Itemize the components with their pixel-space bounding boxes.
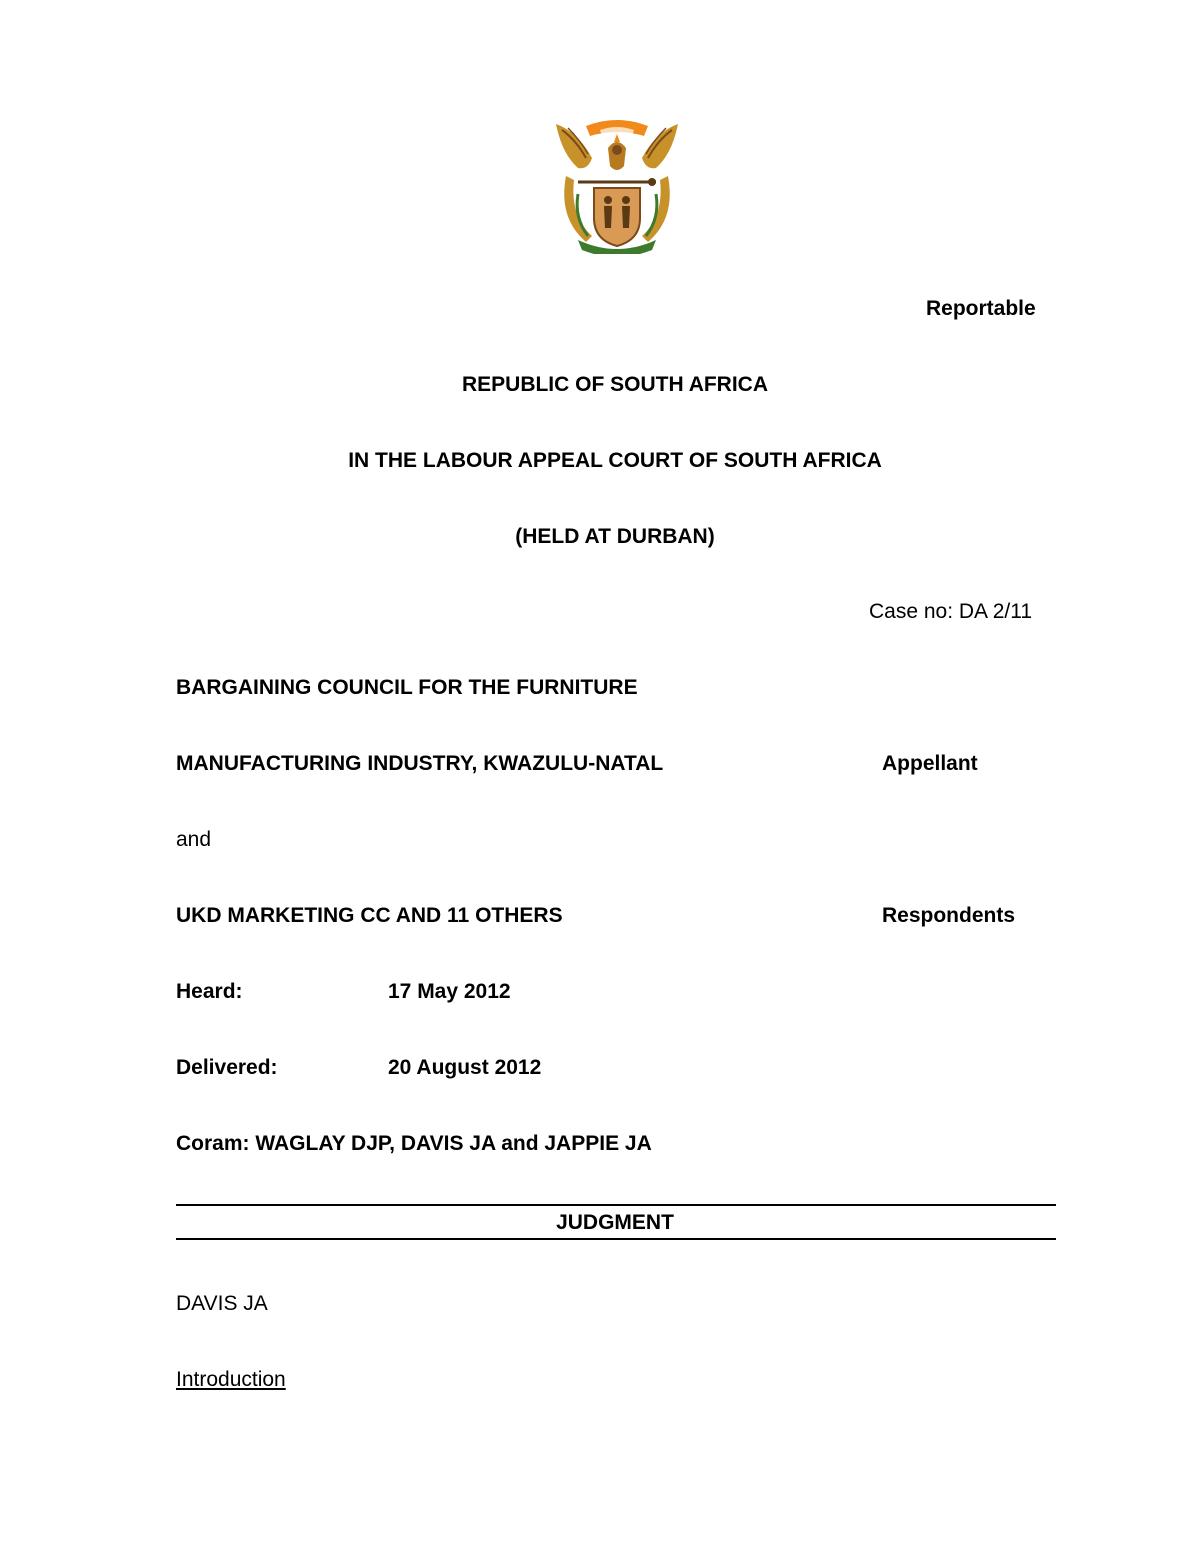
coat-of-arms-emblem xyxy=(548,118,686,254)
coram-line: Coram: WAGLAY DJP, DAVIS JA and JAPPIE JA xyxy=(176,1132,652,1155)
respondent-name: UKD MARKETING CC AND 11 OTHERS xyxy=(176,904,563,927)
appellant-name-line2: MANUFACTURING INDUSTRY, KWAZULU-NATAL xyxy=(176,752,664,775)
held-at-heading: (HELD AT DURBAN) xyxy=(515,525,715,548)
section-heading-introduction: Introduction xyxy=(176,1368,286,1391)
heard-label: Heard: xyxy=(176,980,243,1003)
court-heading: IN THE LABOUR APPEAL COURT OF SOUTH AFRICA xyxy=(348,449,882,472)
appellant-role: Appellant xyxy=(882,752,978,775)
judgment-heading: JUDGMENT xyxy=(556,1211,674,1234)
republic-heading: REPUBLIC OF SOUTH AFRICA xyxy=(461,373,769,396)
appellant-name-line1: BARGAINING COUNCIL FOR THE FURNITURE xyxy=(176,676,638,699)
delivered-label: Delivered: xyxy=(176,1056,278,1079)
judgment-bottom-rule xyxy=(176,1238,1056,1240)
case-number: Case no: DA 2/11 xyxy=(869,600,1033,623)
heard-date: 17 May 2012 xyxy=(388,980,511,1003)
reportable-label: Reportable xyxy=(926,297,1036,320)
delivered-date: 20 August 2012 xyxy=(388,1056,542,1079)
judgment-author: DAVIS JA xyxy=(176,1292,268,1315)
respondent-role: Respondents xyxy=(882,904,1016,927)
and-conjunction: and xyxy=(176,828,212,851)
judgment-top-rule xyxy=(176,1204,1056,1206)
